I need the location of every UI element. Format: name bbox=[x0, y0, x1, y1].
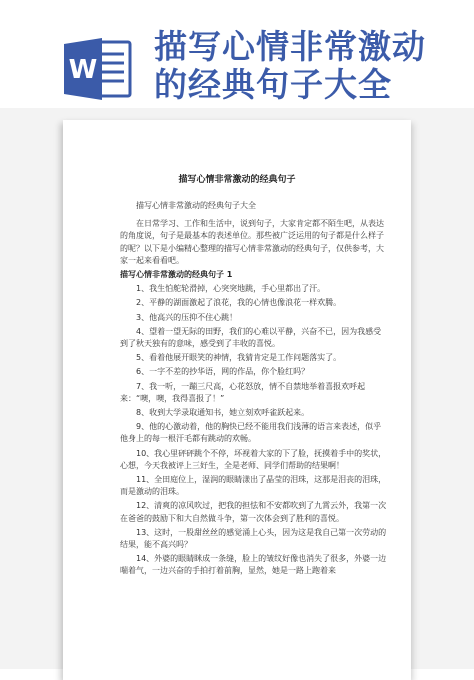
list-item: 1、我生怕舵轮滑掉，心突突地跳，手心里都出了汗。 bbox=[136, 284, 326, 294]
word-icon-letter: W bbox=[68, 55, 98, 85]
word-icon bbox=[62, 36, 132, 102]
list-item: 4、望着一望无际的田野，我们的心难以平静，兴奋不已，因为我感受到了秋天独有的意味，感受到了丰收的喜悦。 bbox=[120, 326, 382, 349]
document-preview-area bbox=[0, 108, 474, 669]
list-item: 10、我心里砰砰跳个不停，坏视着大家的下了脸，抚摸着手中的奖状，心想，今天我被评上三好生，全是老师、同学们帮助的结果啊！ bbox=[120, 448, 387, 470]
list-item: 5、看着他展开眼笑的神情，我猜肯定是工作问题落实了。 bbox=[136, 353, 342, 363]
document-title: 描写心情非常激动的经典句子 bbox=[178, 175, 296, 185]
list-item: 2、平静的湖面激起了浪花，我的心情也像浪花一样欢腾。 bbox=[136, 298, 342, 308]
banner-title-line2: 的经典句子大全 bbox=[154, 65, 392, 104]
banner-title-line1: 描写心情非常激动 bbox=[154, 27, 426, 66]
list-item: 11、全田庭位上，湿润的眼睛漾出了晶莹的泪珠，这那是泪丧的泪珠，而是激动的泪珠。 bbox=[120, 475, 387, 497]
header-banner bbox=[0, 0, 474, 125]
banner-title bbox=[154, 28, 454, 104]
section-heading: 描写心情非常激动的经典句子 1 bbox=[120, 270, 233, 280]
list-item: 8、收到大学录取通知书，她立刻欢呼雀跃起来。 bbox=[136, 408, 310, 418]
document-body bbox=[120, 200, 388, 580]
list-item: 3、他高兴的压抑不住心跳！ bbox=[136, 312, 238, 322]
list-item: 6、一字不差的抄华语，网的作品，你个脸红吗？ bbox=[136, 367, 310, 377]
document-page bbox=[63, 120, 411, 680]
document-subtitle: 描写心情非常激动的经典句子大全 bbox=[136, 201, 256, 210]
document-intro: 在日常学习、工作和生活中，说到句子，大家肯定都不陌生吧，从表达的角度说，句子是最基本的表述单位。那些被广泛运用的句子都是什么样子的呢？以下是小编精心整理的描写心情非常激动的经典句子，仅供参考，大家一起来看看吧。 bbox=[120, 219, 384, 265]
list-item: 9、他的心激动着，他的胸快已经不能用我们浅薄的语言来表述，似乎他身上的每一根汗毛都有跳动的欢畅。 bbox=[120, 422, 382, 444]
list-item: 14、外婆的眼睛眯成一条缝，脸上的皱纹好像也消失了很多，外婆一边喘着气，一边兴奋的手拍打着前胸，显然，她是一路上跑着来 bbox=[120, 554, 387, 576]
list-item: 13、这时，一股甜丝丝的感觉涌上心头，因为这是我自己第一次劳动的结果，能不高兴吗？ bbox=[120, 527, 387, 550]
list-item: 12、清爽的凉风吹过，把我的担怯和不安都吹到了九霄云外，我第一次在爸爸的鼓励下和大自然做斗争，第一次体会到了胜利的喜悦。 bbox=[120, 501, 387, 523]
list-item: 7、我一听，一蹦三尺高，心花怒放，情不自禁地举着喜报欢呼起来：“噢，噢，我得喜报了！” bbox=[120, 381, 366, 403]
